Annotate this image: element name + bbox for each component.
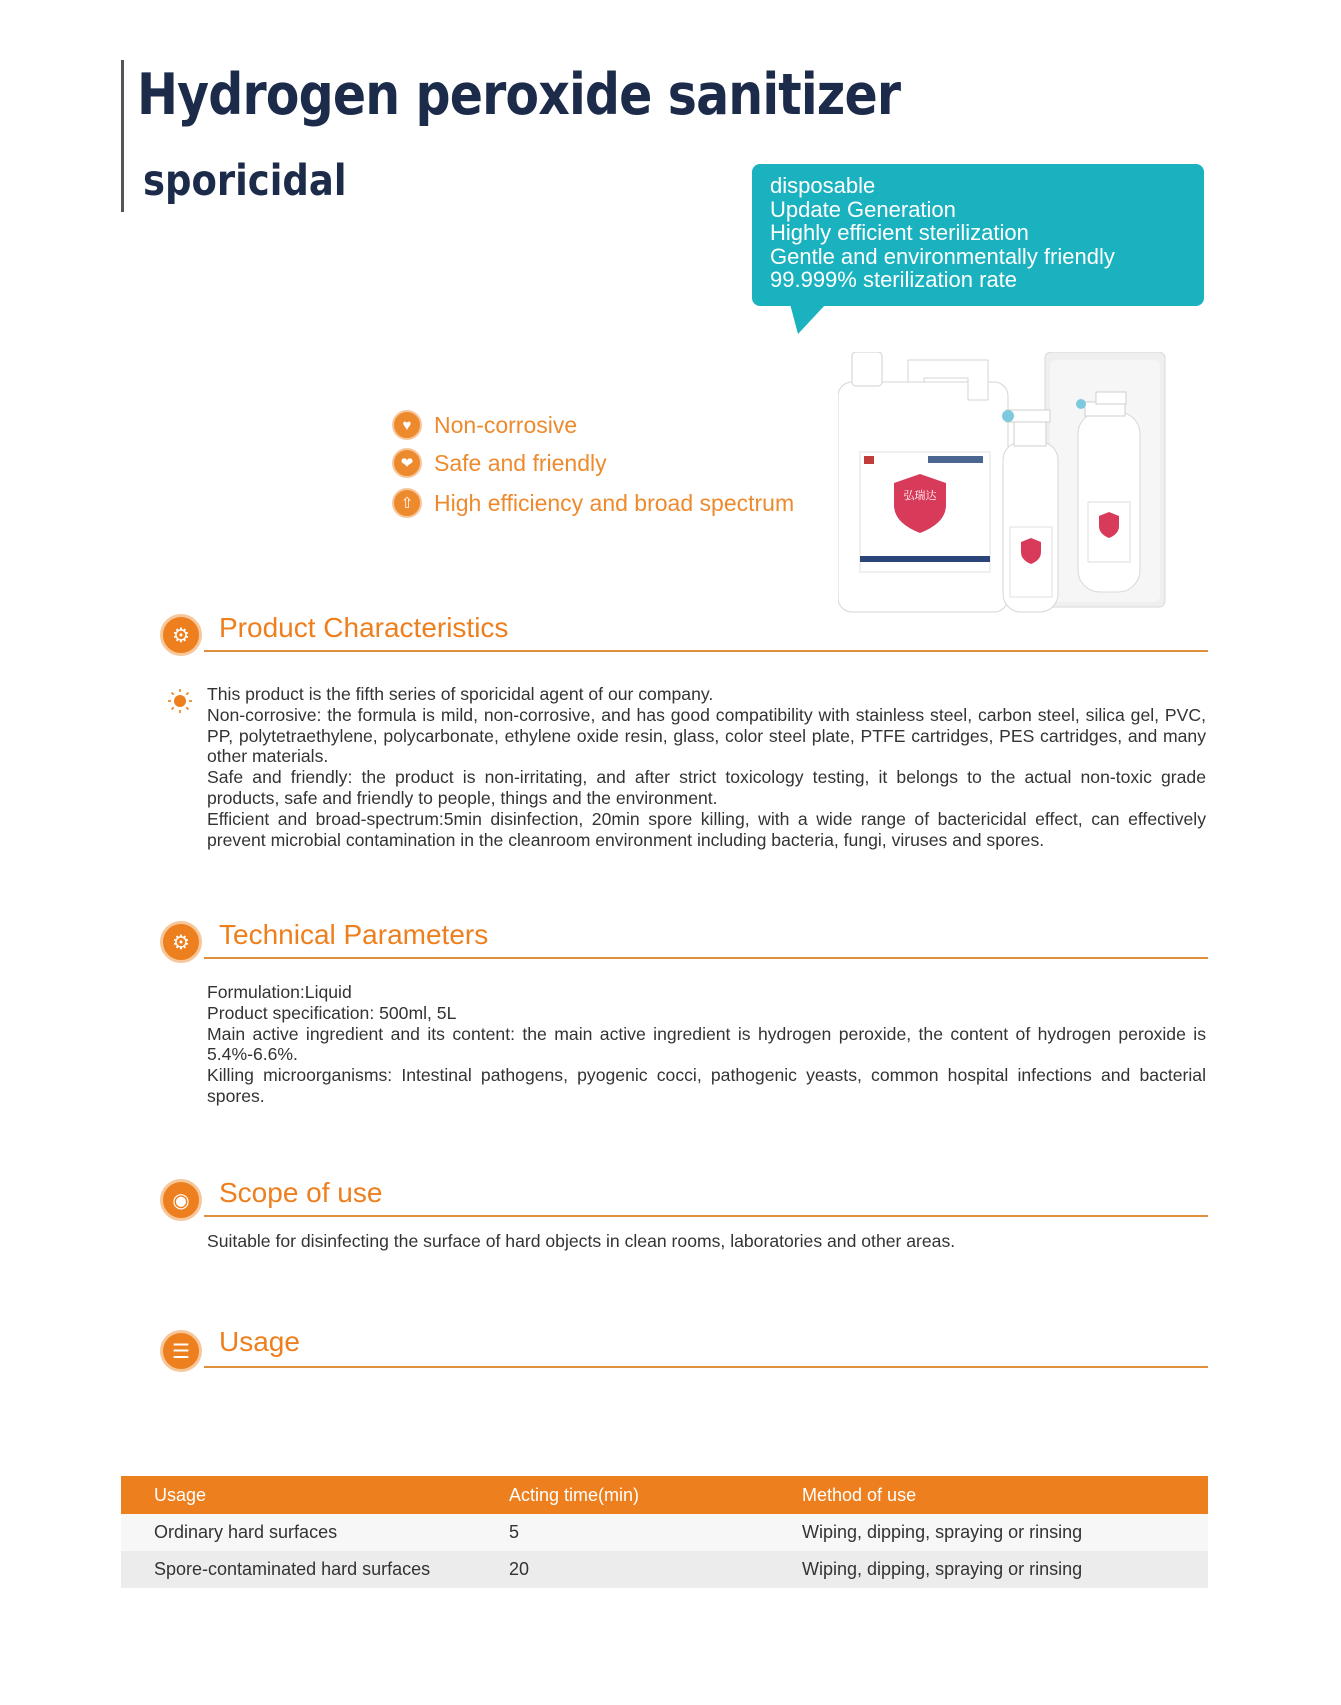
page-title: Hydrogen peroxide sanitizer <box>137 62 901 128</box>
section-title-technical: Technical Parameters <box>219 919 489 950</box>
gears-icon: ⚙ <box>160 921 202 963</box>
feature-item <box>392 408 577 442</box>
feature-callout <box>752 164 1204 306</box>
callout-tail <box>790 304 826 334</box>
callout-line: Update Generation <box>770 196 956 222</box>
feature-item <box>392 486 794 520</box>
characteristics-body <box>207 684 1206 850</box>
section-divider <box>204 1215 1208 1217</box>
shield-icon: ♥ <box>392 410 422 440</box>
section-divider <box>204 957 1208 959</box>
product-brand-mark: 弘瑞达 <box>903 489 937 502</box>
section-title-scope: Scope of use <box>219 1177 383 1208</box>
usage-table <box>121 1476 1208 1588</box>
table-cell: 5 <box>509 1514 802 1551</box>
heart-icon: ❤ <box>392 448 422 478</box>
technical-paragraph: Product specification: 500ml, 5L <box>207 1002 457 1023</box>
callout-line: disposable <box>770 173 876 198</box>
scope-text: Suitable for disinfecting the surface of hard objects in clean rooms, laboratories and other areas. <box>207 1231 956 1251</box>
table-cell: 20 <box>509 1551 802 1588</box>
table-cell: Spore-contaminated hard surfaces <box>121 1551 509 1588</box>
characteristics-paragraph: Efficient and broad-spectrum:5min disinfection, 20min spore killing, with a wide range of bactericidal effect, can effectively prevent microbial contamination in the cleanroom environment including bacteria, fungi, viruses and spores. <box>207 808 1206 850</box>
characteristics-paragraph: This product is the fifth series of sporicidal agent of our company. <box>207 684 714 704</box>
callout-line: Highly efficient sterilization <box>770 220 1029 245</box>
table-cell: Wiping, dipping, spraying or rinsing <box>802 1551 1208 1588</box>
section-divider <box>204 650 1208 652</box>
feature-label: Non-corrosive <box>434 411 578 438</box>
product-image <box>838 352 1168 614</box>
technical-paragraph: Formulation:Liquid <box>207 982 352 1002</box>
document-icon: ☰ <box>160 1330 202 1372</box>
globe-icon: ◉ <box>160 1179 202 1221</box>
section-title-characteristics: Product Characteristics <box>219 612 509 643</box>
callout-line: Gentle and environmentally friendly <box>770 243 1115 269</box>
characteristics-paragraph: Non-corrosive: the formula is mild, non-corrosive, and has good compatibility with stainless steel, carbon steel, silica gel, PVC, PP, polytetraethylene, polycarbonate, ethylene oxide resin, glass, color steel plate, PTFE cartridges, PES cartridges, and many other materials. <box>207 704 1206 767</box>
page-subtitle: sporicidal <box>143 156 347 206</box>
section-title-usage: Usage <box>219 1326 300 1357</box>
technical-paragraph: Main active ingredient and its content: the main active ingredient is hydrogen peroxide, the content of hydrogen peroxide is 5.4%-6.6%. <box>207 1023 1206 1065</box>
table-header-cell: Usage <box>121 1476 509 1514</box>
table-cell: Ordinary hard surfaces <box>121 1514 509 1551</box>
table-row <box>121 1514 1208 1551</box>
technical-body <box>207 982 1206 1107</box>
callout-line: 99.999% sterilization rate <box>770 267 1018 292</box>
characteristics-paragraph: Safe and friendly: the product is non-irritating, and after strict toxicology testing, it belongs to the actual non-toxic grade products, safe and friendly to people, things and the environment. <box>207 767 1206 808</box>
table-cell: Wiping, dipping, spraying or rinsing <box>802 1514 1208 1551</box>
table-header-cell: Method of use <box>802 1476 1208 1514</box>
feature-label: High efficiency and broad spectrum <box>434 489 795 516</box>
up-arrow-icon: ⇧ <box>392 488 422 518</box>
sun-icon <box>167 688 193 714</box>
table-header-cell: Acting time(min) <box>509 1476 802 1514</box>
section-divider <box>204 1366 1208 1368</box>
technical-paragraph: Killing microorganisms: Intestinal pathogens, pyogenic cocci, pathogenic yeasts, common hospital infections and bacterial spores. <box>207 1065 1206 1106</box>
table-row <box>121 1551 1208 1588</box>
feature-item <box>392 446 607 480</box>
table-header-row <box>121 1476 1208 1514</box>
feature-label: Safe and friendly <box>434 449 607 476</box>
characteristics-icon: ⚙ <box>160 614 202 656</box>
title-accent-bar <box>121 60 124 212</box>
